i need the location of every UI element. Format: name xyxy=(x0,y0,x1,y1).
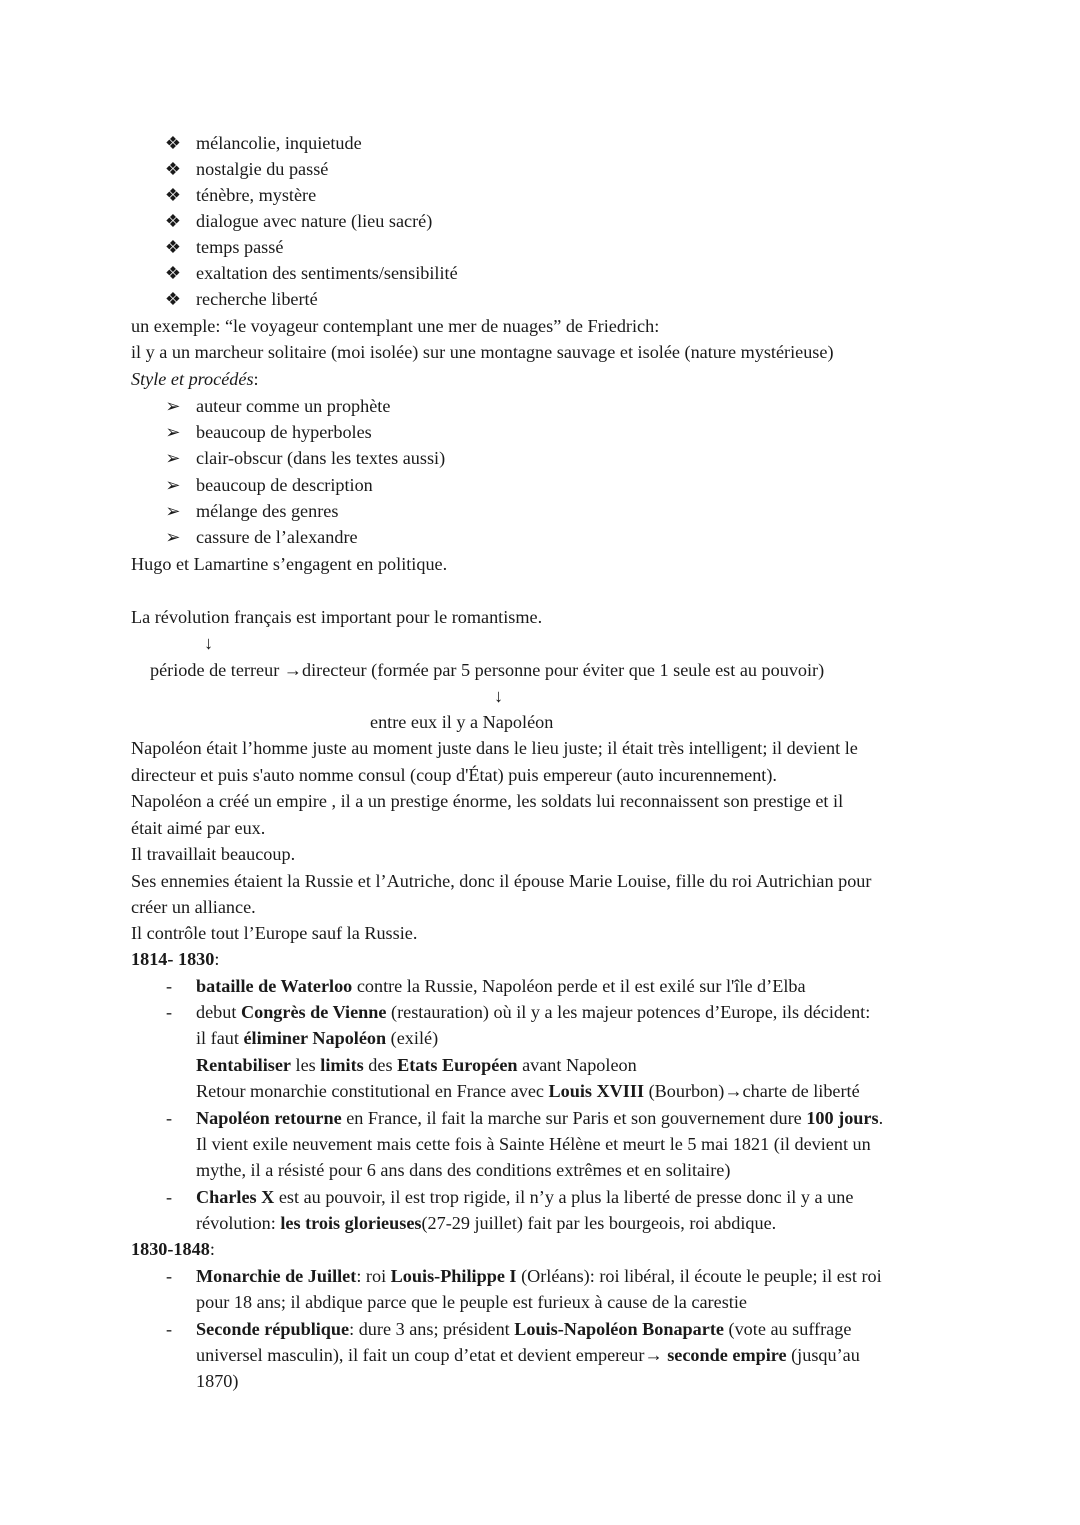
text: (27-29 juillet) fait par les bourgeois, roi abdique. xyxy=(421,1213,777,1233)
arrowhead-bullet-icon: ➢ xyxy=(165,475,181,495)
bold-text: Monarchie de Juillet xyxy=(196,1266,357,1286)
list-item: cassure de l’alexandre xyxy=(196,527,358,547)
arrowhead-bullet-icon: ➢ xyxy=(165,396,181,416)
list-item-continuation xyxy=(196,1210,776,1236)
arrowhead-bullet-icon: ➢ xyxy=(165,422,181,442)
list-item: auteur comme un prophète xyxy=(196,396,391,416)
diamond-bullet-icon: ❖ xyxy=(164,263,182,283)
paragraph-line: créer un alliance. xyxy=(131,897,256,917)
bold-text: Louis-Napoléon Bonaparte xyxy=(514,1319,724,1339)
period-heading-colon: : xyxy=(209,1239,215,1259)
arrowhead-bullet-icon: ➢ xyxy=(165,501,181,521)
period-heading-1830-1848 xyxy=(131,1236,215,1262)
dash-bullet-icon: - xyxy=(165,1266,173,1286)
list-item-continuation: pour 18 ans; il abdique parce que le peuple est furieux à cause de la carestie xyxy=(196,1292,747,1312)
list-item-continuation xyxy=(196,1078,860,1104)
paragraph-line: directeur et puis s'auto nomme consul (coup d'État) puis empereur (auto incurennement). xyxy=(131,765,777,785)
list-item xyxy=(196,1184,853,1210)
bold-text: Napoléon retourne xyxy=(196,1108,342,1128)
list-item-continuation xyxy=(196,1342,860,1368)
bold-text: Louis-Philippe I xyxy=(390,1266,517,1286)
bold-text: seconde empire xyxy=(667,1345,787,1365)
style-heading-colon: : xyxy=(253,369,259,389)
list-item: temps passé xyxy=(196,237,284,257)
period-heading-colon: : xyxy=(214,949,220,969)
bold-text: 100 jours xyxy=(806,1108,879,1128)
dash-bullet-icon: - xyxy=(165,976,173,996)
down-arrow-icon: ↓ xyxy=(204,633,214,653)
paragraph-line: Napoléon était l’homme juste au moment juste dans le lieu juste; il était très intelligent; il devient le xyxy=(131,738,858,758)
list-item-continuation xyxy=(196,1052,637,1078)
diamond-bullet-icon: ❖ xyxy=(164,289,182,309)
list-item: clair-obscur (dans les textes aussi) xyxy=(196,448,446,468)
paragraph-line: Ses ennemies étaient la Russie et l’Autriche, donc il épouse Marie Louise, fille du roi Autrichian pour xyxy=(131,871,872,891)
diamond-bullet-icon: ❖ xyxy=(164,185,182,205)
text: (exilé) xyxy=(386,1028,439,1048)
text: universel masculin), il fait un coup d’etat et devient empereur→ xyxy=(196,1345,668,1365)
bold-text: Etats Européen xyxy=(397,1055,518,1075)
list-item-continuation: mythe, il a résisté pour 6 ans dans des conditions extrêmes et en solitaire) xyxy=(196,1160,731,1180)
text: les xyxy=(290,1055,321,1075)
diamond-bullet-icon: ❖ xyxy=(164,133,182,153)
text: est au pouvoir, il est trop rigide, il n’y a plus la liberté de presse donc il y a une xyxy=(274,1187,854,1207)
list-item: mélancolie, inquietude xyxy=(196,133,362,153)
dash-bullet-icon: - xyxy=(165,1108,173,1128)
text: contre la Russie, Napoléon perde et il est exilé sur l'île d’Elba xyxy=(352,976,806,996)
bold-text: limits xyxy=(320,1055,364,1075)
list-item: beaucoup de description xyxy=(196,475,373,495)
entre-line: entre eux il y a Napoléon xyxy=(370,712,554,732)
list-item: ténèbre, mystère xyxy=(196,185,317,205)
example-description: il y a un marcheur solitaire (moi isolée) sur une montagne sauvage et isolée (nature mystérieuse) xyxy=(131,342,834,362)
period-heading-1814-1830 xyxy=(131,946,219,972)
bold-text: Seconde république xyxy=(196,1319,350,1339)
text: en France, il fait la marche sur Paris et son gouvernement dure xyxy=(341,1108,807,1128)
terreur-line: période de terreur →directeur (formée par 5 personne pour éviter que 1 seule est au pouvoir) xyxy=(150,660,825,680)
text: avant Napoleon xyxy=(517,1055,637,1075)
text: (Bourbon)→charte de liberté xyxy=(644,1081,860,1101)
text: révolution: xyxy=(196,1213,281,1233)
paragraph-line: Il travaillait beaucoup. xyxy=(131,844,296,864)
list-item: mélange des genres xyxy=(196,501,339,521)
list-item xyxy=(196,973,806,999)
list-item xyxy=(196,1316,851,1342)
list-item-continuation: Il vient exile neuvement mais cette fois à Sainte Hélène et meurt le 5 mai 1821 (il devient un xyxy=(196,1134,871,1154)
bold-text: Rentabiliser xyxy=(196,1055,291,1075)
bold-text: bataille de Waterloo xyxy=(196,976,353,996)
paragraph-line: Napoléon a créé un empire , il a un prestige énorme, les soldats lui reconnaissent son prestige et il xyxy=(131,791,844,811)
list-item xyxy=(196,999,870,1025)
diamond-bullet-icon: ❖ xyxy=(164,211,182,231)
text: : roi xyxy=(356,1266,391,1286)
example-line: un exemple: “le voyageur contemplant une mer de nuages” de Friedrich: xyxy=(131,316,660,336)
bold-text: les trois glorieuses xyxy=(280,1213,422,1233)
text: (jusqu’au xyxy=(786,1345,860,1365)
list-item-continuation xyxy=(196,1025,438,1051)
list-item-continuation: 1870) xyxy=(196,1371,239,1391)
dash-bullet-icon: - xyxy=(165,1187,173,1207)
text: . xyxy=(878,1108,884,1128)
list-item: dialogue avec nature (lieu sacré) xyxy=(196,211,433,231)
bold-text: Louis XVIII xyxy=(548,1081,645,1101)
text: (Orléans): roi libéral, il écoute le peuple; il est roi xyxy=(516,1266,882,1286)
list-item xyxy=(196,1263,882,1289)
diamond-bullet-icon: ❖ xyxy=(164,159,182,179)
bold-text: éliminer Napoléon xyxy=(243,1028,387,1048)
text: des xyxy=(363,1055,398,1075)
list-item: nostalgie du passé xyxy=(196,159,329,179)
list-item: beaucoup de hyperboles xyxy=(196,422,372,442)
list-item xyxy=(196,1105,883,1131)
paragraph-line: était aimé par eux. xyxy=(131,818,266,838)
bold-text: Charles X xyxy=(196,1187,275,1207)
diamond-bullet-icon: ❖ xyxy=(164,237,182,257)
text: : dure 3 ans; président xyxy=(349,1319,515,1339)
text: (vote au suffrage xyxy=(723,1319,852,1339)
text: (restauration) où il y a les majeur potences d’Europe, ils décident: xyxy=(386,1002,871,1022)
paragraph-line: Il contrôle tout l’Europe sauf la Russie. xyxy=(131,923,418,943)
arrowhead-bullet-icon: ➢ xyxy=(165,527,181,547)
style-heading-text: Style et procédés xyxy=(131,369,254,389)
politics-line: Hugo et Lamartine s’engagent en politique. xyxy=(131,554,448,574)
text: Retour monarchie constitutional en France avec xyxy=(196,1081,549,1101)
text: il faut xyxy=(196,1028,244,1048)
style-heading xyxy=(131,366,259,392)
down-arrow-icon: ↓ xyxy=(494,686,504,706)
text: debut xyxy=(196,1002,241,1022)
dash-bullet-icon: - xyxy=(165,1002,173,1022)
list-item: recherche liberté xyxy=(196,289,318,309)
dash-bullet-icon: - xyxy=(165,1319,173,1339)
bold-text: Congrès de Vienne xyxy=(240,1002,387,1022)
list-item: exaltation des sentiments/sensibilité xyxy=(196,263,458,283)
revolution-line: La révolution français est important pour le romantisme. xyxy=(131,607,543,627)
period-heading-text: 1830-1848 xyxy=(131,1239,210,1259)
arrowhead-bullet-icon: ➢ xyxy=(165,448,181,468)
period-heading-text: 1814- 1830 xyxy=(131,949,215,969)
